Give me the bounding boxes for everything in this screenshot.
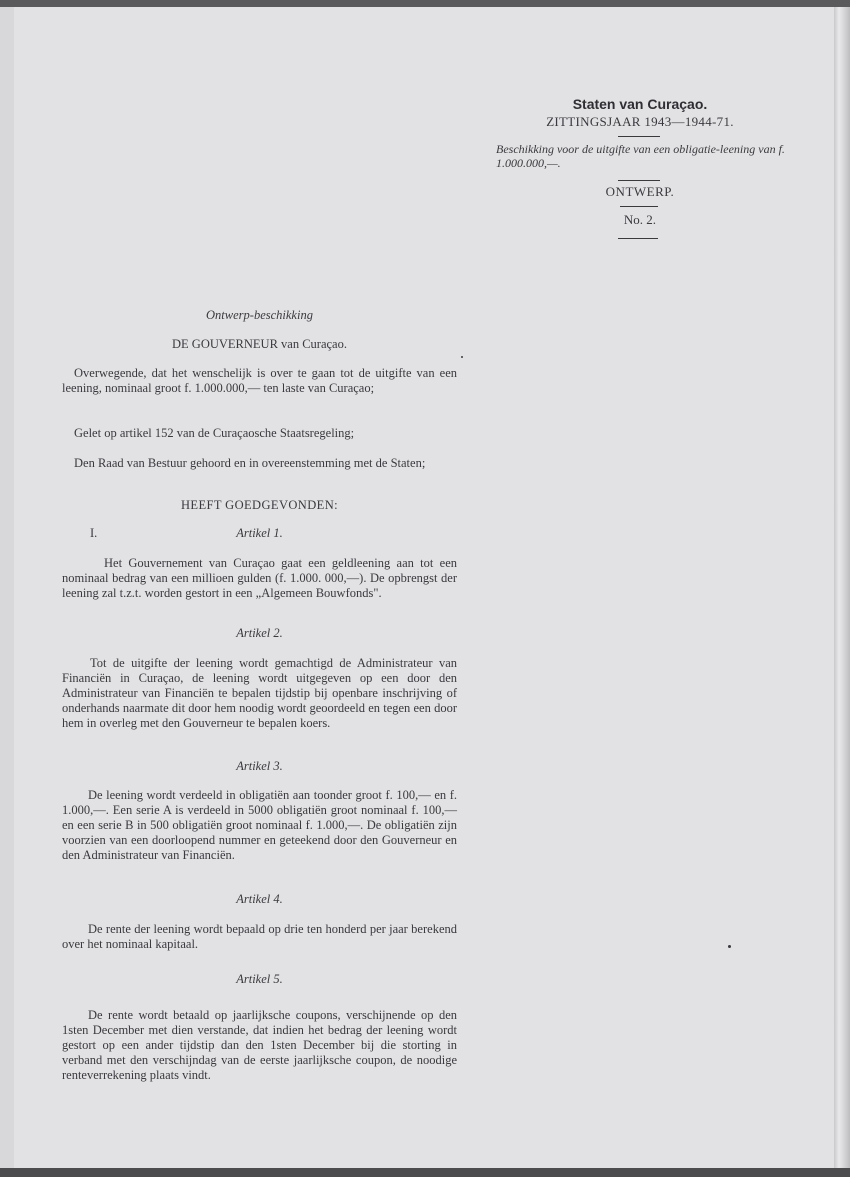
article-text: De rente wordt betaald op jaarlijksche coupons, verschijnende op den 1sten December met dien verstande, dat indien het bedrag der leening wordt gestort op een ander tijdstip dan den 1sten December bij die storting in verband met den verschijndag van de eerste jaarlijksche coupon, de noodige renteverrekening plaats vindt. bbox=[62, 1008, 457, 1082]
consideration-paragraph: Overwegende, dat het wenschelijk is over te gaan tot de uitgifte van een leening, nominaal groot f. 1.000.000,— ten laste van Curaçao; bbox=[62, 366, 457, 395]
article-text: De rente der leening wordt bepaald op drie ten honderd per jaar berekend over het nominaal kapitaal. bbox=[62, 922, 457, 951]
header-divider bbox=[618, 136, 660, 137]
consideration-paragraph: Gelet op artikel 152 van de Curaçaosche Staatsregeling; bbox=[74, 426, 355, 440]
scan-top-border bbox=[0, 0, 850, 7]
header-title: Staten van Curaçao. bbox=[572, 96, 708, 112]
doc-type: Ontwerp-beschikking bbox=[206, 308, 313, 322]
article-text: Tot de uitgifte der leening wordt gemachtigd de Administrateur van Financiën in Curaçao, de leening wordt uitgegeven op een door den Administrateur van Financiën te bepalen tijdstip bij openbare inschrijving of onderhands naarmate dit door hem noodig wordt geoordeeld en tegen een door hem in overleg met den Gouverneur te bepalen koers. bbox=[62, 656, 457, 730]
ink-speck bbox=[728, 945, 731, 948]
article-text: De leening wordt verdeeld in obligatiën aan toonder groot f. 100,— en f. 1.000,—. Een serie A is verdeeld in 5000 obligatiën groot nominaal f. 100,— en een serie B in 500 obligatiën groot nominaal f. 1.000,—. De obligatiën zijn voorzien van een doorloopend nummer en geteekend door den Gouverneur en den Administrateur van Financiën. bbox=[62, 788, 457, 862]
header-divider bbox=[620, 206, 658, 207]
session-year: ZITTINGSJAAR 1943—1944-71. bbox=[546, 114, 734, 129]
page-edge bbox=[834, 7, 850, 1168]
header-divider bbox=[618, 180, 660, 181]
scan-bottom-border bbox=[0, 1168, 850, 1177]
article-heading: Artikel 5. bbox=[236, 972, 283, 986]
article-heading: Artikel 4. bbox=[236, 892, 283, 906]
draft-label: ONTWERP. bbox=[605, 184, 675, 199]
document-number: No. 2. bbox=[623, 212, 657, 227]
article-heading: Artikel 2. bbox=[236, 626, 283, 640]
header-description: Beschikking voor de uitgifte van een obligatie-leening van f. 1.000.000,—. bbox=[496, 142, 785, 170]
issuer: DE GOUVERNEUR van Curaçao. bbox=[172, 337, 347, 351]
ink-speck bbox=[461, 356, 463, 358]
decree-heading: HEEFT GOEDGEVONDEN: bbox=[180, 498, 338, 512]
article-heading: Artikel 1. bbox=[236, 526, 283, 540]
article-heading: Artikel 3. bbox=[236, 759, 283, 773]
consideration-paragraph: Den Raad van Bestuur gehoord en in overeenstemming met de Staten; bbox=[74, 456, 426, 470]
section-number: I. bbox=[90, 526, 98, 540]
header-divider bbox=[618, 238, 658, 239]
article-text: Het Gouvernement van Curaçao gaat een geldleening aan tot een nominaal bedrag van een millioen gulden (f. 1.000. 000,—). De opbrengst der leening zal t.z.t. worden gestort in een „Algemeen Bouwfonds". bbox=[62, 556, 457, 600]
